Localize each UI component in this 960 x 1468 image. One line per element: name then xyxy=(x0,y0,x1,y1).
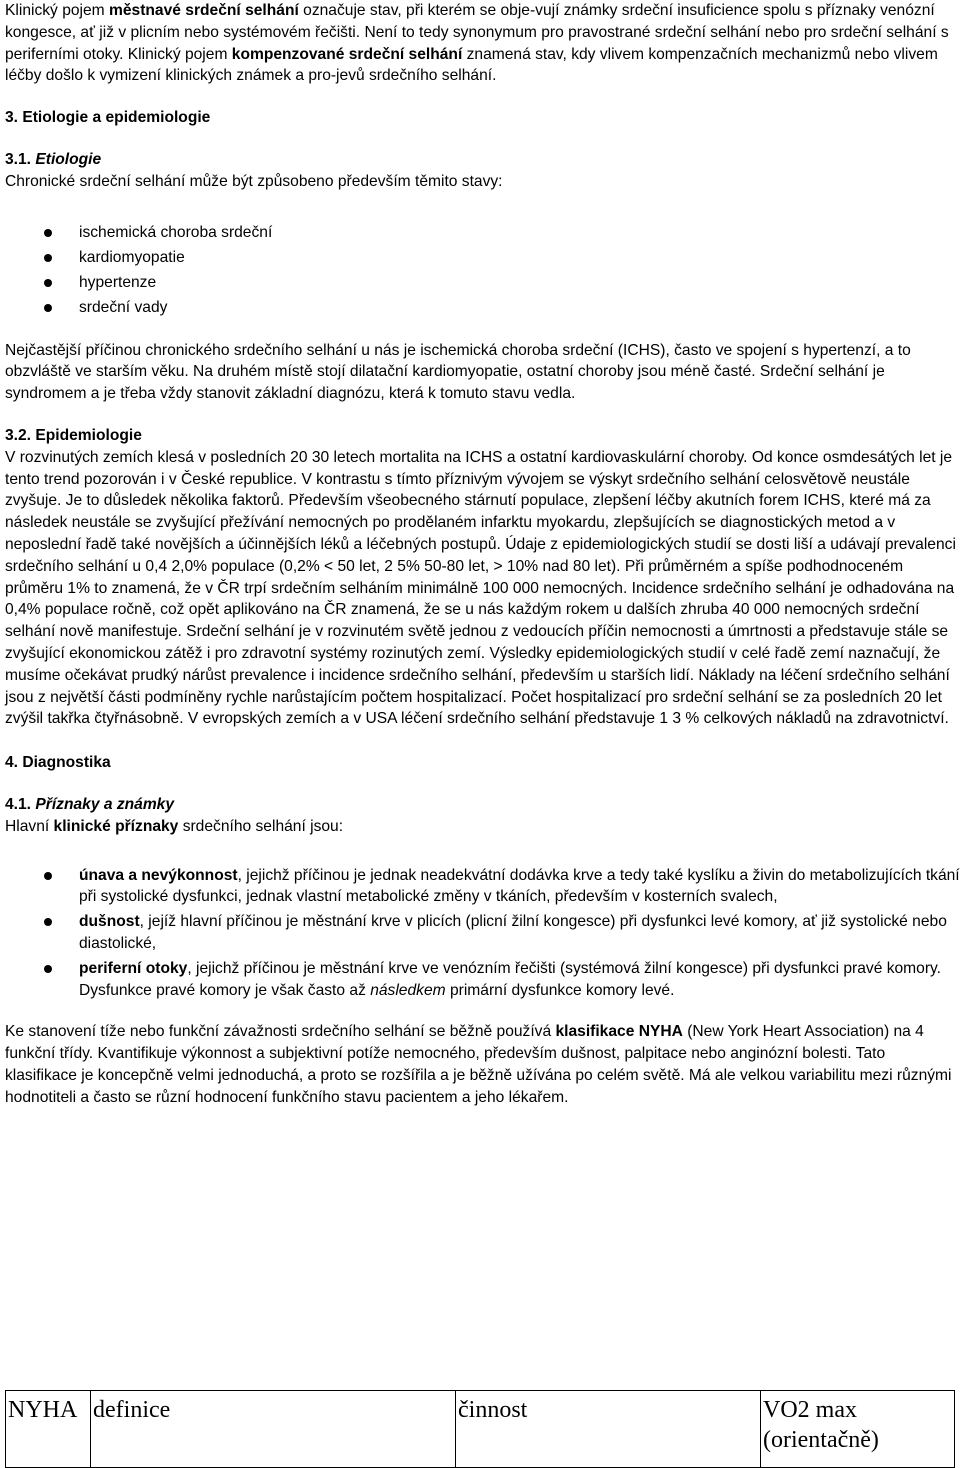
symptom-description: , jejichž příčinou je městnání krve ve venózním řečišti (systémová žilní kongesce) při dysfunkci pravé komory. Dysfunkce pravé komory je však často až xyxy=(79,959,942,999)
list-item xyxy=(5,270,960,295)
list-item xyxy=(5,958,960,1002)
intro-text-1: Klinický pojem xyxy=(5,2,109,19)
list-item-text: ischemická choroba srdeční xyxy=(79,223,273,241)
bullet-icon xyxy=(44,872,52,880)
section-3-1-number: 3.1. xyxy=(5,150,36,168)
symptom-description: , jejichž příčinou je jednak neadekvátní dodávka krve a tedy také kyslíku a živin do metabolizujících tkání při systolické dysfunkci, jednak vlastní metabolické změny v tkáních, především v kosterních svalech, xyxy=(79,866,960,906)
intro-bold-1: městnavé srdeční selhání xyxy=(109,2,299,19)
section-4-heading: 4. Diagnostika xyxy=(5,754,111,772)
bullet-icon xyxy=(44,918,52,926)
nyha-text-2: (New York Heart Association) na 4 funkční třídy. Kvantifikuje výkonnost a subjektivní potíže nemocného, především dušnost, palpitace nebo anginózní bolesti. Tato klasifikace je koncepčně velmi jednoduchá, a proto se rozšířila a je běžně užívána po celém světě. Má ale velkou variabilitu mezi různými hodnotiteli a často se různí hodnocení funkčního stavu pacientem a jeho lékařem. xyxy=(5,1023,952,1106)
symptom-name: dušnost xyxy=(79,913,140,931)
bullet-icon xyxy=(44,279,52,287)
list-item xyxy=(5,295,960,320)
table-header-vo2max: VO2 max (orientačně) xyxy=(761,1391,955,1468)
section-3-2-title: Epidemiologie xyxy=(35,426,142,444)
section-4-1-heading xyxy=(5,794,960,816)
list-item-text: srdeční vady xyxy=(79,298,168,316)
bullet-icon xyxy=(44,229,52,237)
etiology-paragraph: Nejčastější příčinou chronického srdečního selhání u nás je ischemická choroba srdeční (ICHS), často ve spojení s hypertenzí, a to obzvláště ve starším věku. Na druhém místě stojí dilatační kardiomyopatie, ostatní choroby jsou méně časté. Srdeční selhání je syndromem a je třeba vždy stanovit základní diagnózu, která k tomuto stavu vedla. xyxy=(5,341,911,403)
bullet-icon xyxy=(44,965,52,973)
bullet-icon xyxy=(44,254,52,262)
section-4-1-title: Příznaky a známky xyxy=(35,795,175,813)
document-page xyxy=(5,0,960,1108)
nyha-table xyxy=(5,1390,955,1468)
symptom-name: únava a nevýkonnost xyxy=(79,866,238,884)
symptoms-lead xyxy=(5,816,960,838)
intro-text-3: znamená stav, kdy vlivem kompenzačních mechanizmů nebo vlivem léčby došlo k vymizení klinických známek a pro-jevů srdečního selhání. xyxy=(5,45,938,85)
section-3-1-title: Etiologie xyxy=(35,150,102,168)
epidemiology-paragraph: V rozvinutých zemích klesá v posledních 20 30 letech mortalita na ICHS a ostatní kardiovaskulární choroby. Od konce osmdesátých let je tento trend pozorován i v České republice. V kontrastu s tímto příznivým vývojem se výskyt srdečního selhání celosvětově neustále zvyšuje. Je to důsledek několika faktorů. Především všeobecného stárnutí populace, zlepšení léčby akutních forem ICHS, které má za následek neustále se zvyšující přežívání nemocných po prodělaném infarktu myokardu, zlepšujících se diagnostických metod a v neposlední řadě také novějších a účinnějších léků a léčebných postupů. Údaje z epidemiologických studií se dosti liší a udávají prevalenci srdečního selhání u 0,4 2,0% populace (0,2% < 50 let, 2 5% 50-80 let, > 10% nad 80 let). Při průměrném a spíše podhodnoceném průměru 1% to znamená, že v ČR trpí srdečním selháním minimálně 100 000 nemocných. Incidence srdečního selhání je odhadována na 0,4% populace ročně, což opět aplikováno na ČR znamená, že se u nás každým rokem u dalších zhruba 40 000 nemocných srdeční selhání nově manifestuje. Srdeční selhání je v rozvinutém světě jednou z vedoucích příčin nemocnosti a úmrtnosti a představuje stále se zvyšující ekonomickou zátěž i pro zdravotní systémy rozinutých zemí. Výsledky epidemiologických studií v celé řadě zemí naznačují, že musíme očekávat prudký nárůst prevalence i incidence srdečního selhání, především u starších lidí. Náklady na léčení srdečního selhání jsou z největší části podmíněny rychle narůstajícím počtem hospitalizací. Počet hospitalizací pro srdeční selhání se za posledních 20 let zvýšil takřka čtyřnásobně. V evropských zemích a v USA léčení srdečního selhání představuje 1 3 % celkových nákladů na zdravotnictví. xyxy=(5,448,956,728)
table-header-definice: definice xyxy=(91,1391,456,1468)
intro-paragraph xyxy=(5,0,960,87)
etiology-lead: Chronické srdeční selhání může být způsobeno především těmito stavy: xyxy=(5,172,503,190)
table-header-row xyxy=(6,1391,955,1468)
list-item-text: hypertenze xyxy=(79,273,157,291)
bullet-icon xyxy=(44,304,52,312)
section-4-1-number: 4.1. xyxy=(5,795,36,813)
symptom-italic: následkem xyxy=(370,981,446,999)
symptoms-lead-bold: klinické příznaky xyxy=(53,817,179,835)
symptoms-lead-text-1: Hlavní xyxy=(5,817,54,835)
list-item xyxy=(5,865,960,909)
nyha-paragraph xyxy=(5,1021,960,1108)
symptoms-list xyxy=(5,865,960,1002)
section-3-2-number: 3.2. xyxy=(5,426,36,444)
list-item xyxy=(5,245,960,270)
symptom-description: , jejíž hlavní příčinou je městnání krve v plicích (plicní žilní kongesce) při dysfunkci levé komory, ať již systolické nebo diastolické, xyxy=(79,913,947,952)
section-3-2-heading xyxy=(5,425,960,447)
etiology-list xyxy=(5,220,960,320)
list-item xyxy=(5,911,960,955)
section-3-heading: 3. Etiologie a epidemiologie xyxy=(5,109,211,127)
intro-bold-2: kompenzované srdeční selhání xyxy=(231,45,463,63)
section-3-1-heading xyxy=(5,149,960,171)
intro-text-2: označuje stav, při kterém se obje-vují známky srdeční insuficience spolu s příznaky venózní kongesce, ať již v plicním nebo systémovém řečišti. Není to tedy synonymum pro pravostrané srdeční selhání nebo pro srdeční selhání s periferními otoky. Klinický pojem xyxy=(5,2,949,63)
table-header-nyha: NYHA xyxy=(6,1391,91,1468)
symptom-name: periferní otoky xyxy=(79,959,188,977)
list-item xyxy=(5,220,960,245)
nyha-bold: klasifikace NYHA xyxy=(555,1023,683,1041)
nyha-text-1: Ke stanovení tíže nebo funkční závažnosti srdečního selhání se běžně používá xyxy=(5,1023,556,1041)
list-item-text: kardiomyopatie xyxy=(79,248,185,266)
symptoms-lead-text-2: srdečního selhání jsou: xyxy=(178,817,344,835)
table-header-cinnost: činnost xyxy=(456,1391,761,1468)
symptom-description-end: primární dysfunkce komory levé. xyxy=(445,981,675,999)
